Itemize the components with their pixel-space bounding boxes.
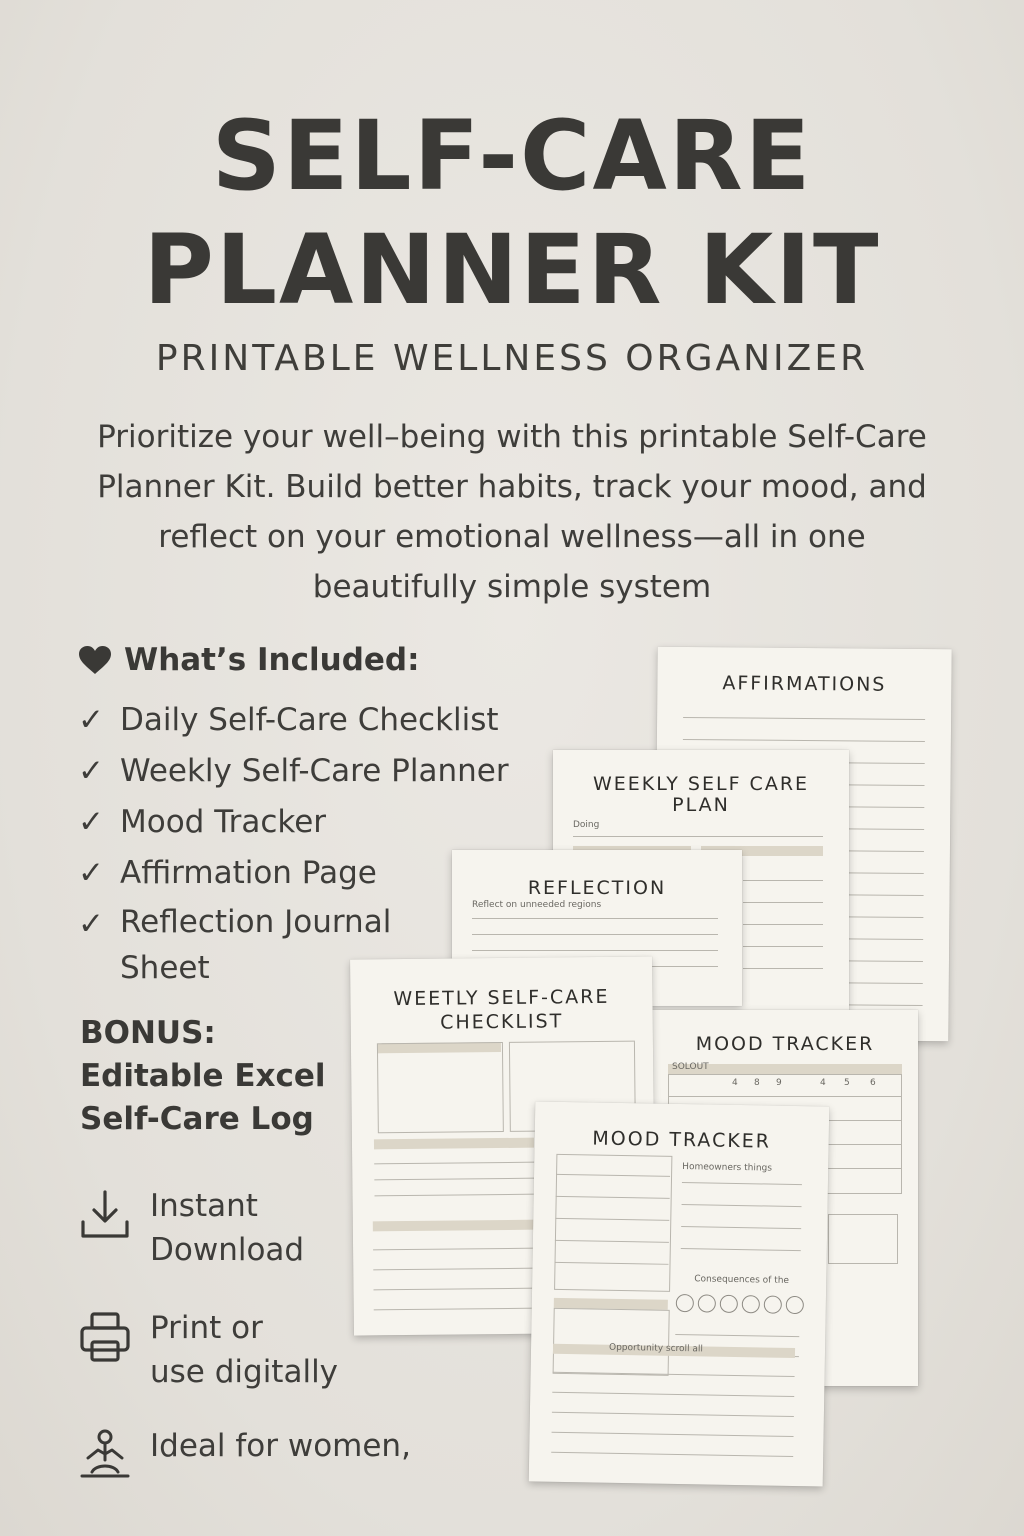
ruled-line: [743, 880, 823, 881]
sheet-mood-tracker-front: [529, 1101, 830, 1486]
ruled-line: [743, 902, 823, 903]
sheet-title: WEETLY SELF-CARE: [393, 985, 610, 1011]
ruled-line: [682, 1204, 802, 1207]
list-item: [78, 848, 509, 899]
ruled-line: [552, 1432, 794, 1437]
checklist-box: [377, 1042, 504, 1133]
mood-circle: [676, 1294, 694, 1312]
mood-circle: [764, 1295, 782, 1313]
title-line-2: PLANNER KIT: [143, 214, 881, 326]
mood-circle: [742, 1295, 760, 1313]
list-item: [78, 695, 509, 746]
ruled-line: [374, 1178, 534, 1181]
ruled-line: [846, 872, 924, 874]
feature-text: Print or: [150, 1310, 263, 1346]
grid-number: 5: [844, 1078, 850, 1088]
grid-number: 6: [870, 1078, 876, 1088]
ruled-line: [681, 1248, 801, 1251]
ruled-line: [373, 1248, 535, 1251]
ruled-line: [472, 918, 718, 919]
ruled-line: [552, 1412, 794, 1417]
mood-circle: [786, 1296, 804, 1314]
heart-icon: [78, 645, 112, 675]
grid-number: 4: [732, 1078, 738, 1088]
check-icon: ✓: [78, 906, 104, 942]
mood-circle: [720, 1295, 738, 1313]
ruled-line: [675, 1334, 799, 1337]
ruled-line: [683, 717, 925, 720]
sheet-label: Reflect on unneeded regions: [472, 900, 602, 910]
grid-number: 8: [754, 1078, 760, 1088]
ruled-line: [743, 946, 823, 947]
ruled-line: [373, 1288, 535, 1291]
ruled-line: [845, 1004, 923, 1006]
sheet-title: CHECKLIST: [440, 1010, 564, 1034]
description-line: reflect on your emotional wellness—all in one: [158, 519, 866, 555]
list-item-label: Reflection Journal Sheet: [120, 904, 392, 986]
feature-text: Ideal for women,: [150, 1428, 411, 1464]
ruled-line: [683, 739, 925, 742]
description-line: Planner Kit. Build better habits, track your mood, and: [97, 469, 927, 505]
sheet-label: Opportunity scroll all: [608, 1342, 704, 1355]
ruled-line: [472, 950, 718, 951]
printer-icon: [78, 1310, 132, 1364]
ruled-line: [551, 1452, 793, 1457]
sheet-title: MOOD TRACKER: [695, 1033, 875, 1055]
ruled-line: [743, 968, 823, 969]
ruled-line: [846, 894, 924, 896]
sheet-label: Doing: [573, 820, 600, 830]
ruled-line: [374, 1308, 536, 1311]
ruled-line: [846, 806, 924, 808]
feature-text: Instant: [150, 1188, 258, 1224]
ruled-line: [743, 924, 823, 925]
check-icon: ✓: [78, 702, 104, 738]
description: [70, 412, 954, 612]
ruled-line: [681, 1226, 801, 1229]
sheet-title: AFFIRMATIONS: [722, 672, 887, 696]
included-list: [78, 695, 509, 991]
ruled-line: [847, 784, 925, 786]
bonus-text: BONUS: Editable Excel Self-Care Log: [80, 1015, 326, 1137]
notes-box: [828, 1214, 898, 1264]
subtitle: PRINTABLE WELLNESS ORGANIZER: [155, 338, 869, 379]
feature-ideal-for: [78, 1424, 470, 1482]
ruled-line: [375, 1194, 535, 1197]
check-icon: ✓: [78, 855, 104, 891]
check-icon: ✓: [78, 804, 104, 840]
sheet-title: MOOD TRACKER: [592, 1127, 772, 1153]
ruled-line: [845, 982, 923, 984]
ruled-line: [846, 850, 924, 852]
check-icon: ✓: [78, 753, 104, 789]
list-item: [78, 746, 509, 797]
sheet-title: PLAN: [672, 794, 730, 816]
grid-number: 9: [776, 1078, 782, 1088]
feature-text: use digitally: [150, 1354, 339, 1390]
feature-text: Download: [150, 1232, 305, 1268]
mood-grid: [553, 1308, 670, 1376]
sheet-label: SOLOUT: [672, 1062, 709, 1072]
list-item-label: Daily Self-Care Checklist: [120, 702, 499, 738]
ruled-line: [846, 828, 924, 830]
ruled-line: [682, 1182, 802, 1185]
meditation-icon: [78, 1428, 132, 1482]
ruled-line: [573, 836, 823, 837]
header-band: [373, 1220, 535, 1232]
sheet-label: Homeowners things: [682, 1162, 773, 1174]
ruled-line: [845, 938, 923, 940]
header-band: [374, 1138, 534, 1150]
list-item: [78, 797, 509, 848]
grid-number: 4: [820, 1078, 826, 1088]
sheet-title: WEEKLY SELF CARE: [592, 773, 810, 795]
ruled-line: [845, 916, 923, 918]
sheet-label: Consequences of the: [694, 1274, 790, 1286]
description-line: beautifully simple system: [312, 569, 712, 605]
list-item-label: Affirmation Page: [120, 855, 377, 891]
mood-circle: [698, 1294, 716, 1312]
ruled-line: [845, 960, 923, 962]
included-heading-text: What’s Included:: [124, 642, 420, 678]
title-line-1: SELF-CARE: [211, 100, 813, 212]
ruled-line: [552, 1392, 794, 1397]
included-heading: [78, 642, 420, 678]
description-line: Prioritize your well–being with this printable Self-Care: [97, 419, 927, 455]
ruled-line: [373, 1268, 535, 1271]
list-item-label: Mood Tracker: [120, 804, 327, 840]
ruled-line: [472, 934, 718, 935]
download-icon: [78, 1188, 132, 1242]
ruled-line: [374, 1162, 534, 1165]
list-item-label: Weekly Self-Care Planner: [120, 753, 509, 789]
grid-line: [668, 1096, 902, 1097]
sheet-title: REFLECTION: [527, 877, 667, 899]
